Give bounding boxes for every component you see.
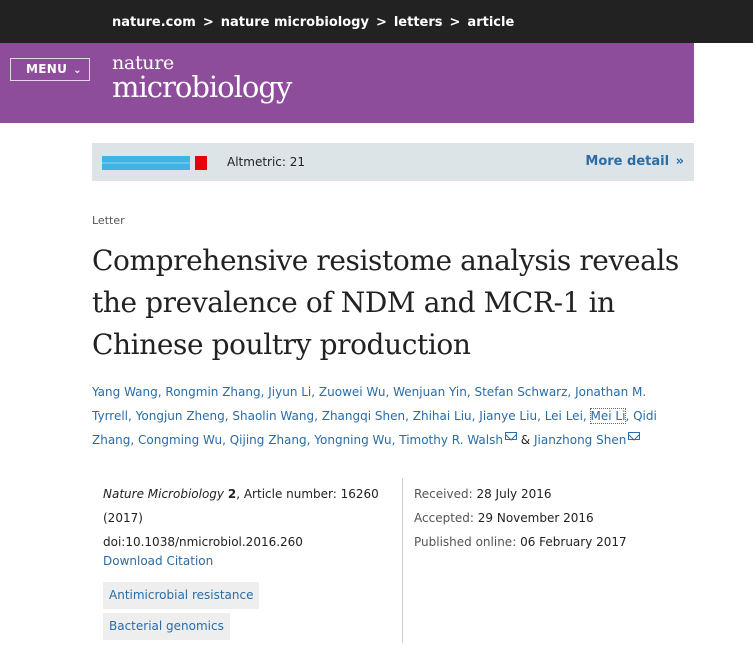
author-link[interactable]: Lei Lei (544, 409, 583, 423)
citation-text (103, 482, 393, 554)
email-icon[interactable] (505, 432, 517, 440)
author-link[interactable]: Shaolin Wang (232, 409, 315, 423)
subject-tag[interactable]: Antimicrobial resistance (103, 582, 259, 609)
breadcrumb (112, 15, 514, 30)
author-link[interactable]: Timothy R. Walsh (399, 433, 503, 447)
chevron-right-icon: > (375, 15, 387, 30)
chevron-down-icon: ⌄ (73, 65, 82, 76)
double-chevron-right-icon: » (675, 154, 684, 169)
email-icon[interactable] (628, 432, 640, 440)
author-link[interactable]: Zhangqi Shen (321, 409, 406, 423)
author-link[interactable]: Qijing Zhang (229, 433, 307, 447)
accepted-date: 29 November 2016 (477, 511, 594, 525)
author-link[interactable]: Wenjuan Yin (393, 385, 467, 399)
author-link[interactable]: Yongjun Zheng (135, 409, 225, 423)
received-row (414, 482, 627, 506)
logo-line-microbiology: microbiology (112, 70, 292, 104)
breadcrumb-letters[interactable]: letters (393, 15, 443, 30)
altmetric-badge-icon[interactable] (102, 156, 190, 170)
author-link[interactable]: Jianye Liu (479, 409, 538, 423)
article-type: Letter (92, 214, 125, 227)
history-panel (414, 482, 627, 554)
author-link[interactable]: Congming Wu (138, 433, 223, 447)
author-list: Yang Wang, Rongmin Zhang, Jiyun Li, Zuowei Wu, Wenjuan Yin, Stefan Schwarz, Jonathan M. Tyrrell, Yongjun Zheng, Shaolin Wang, Zhangqi Shen, Zhihai Liu, Jianye Liu, Lei Lei, Mei Li, Qidi Zhang, Congming Wu, Qijing Zhang, Yongning Wu, Timothy R. Walsh & Jianzhong Shen (92, 385, 657, 447)
breadcrumb-article[interactable]: article (467, 15, 515, 30)
chevron-right-icon: > (202, 15, 214, 30)
author-link[interactable]: Zuowei Wu (318, 385, 386, 399)
accepted-label: Accepted: (414, 511, 474, 525)
citation-panel (92, 478, 403, 643)
download-citation-link[interactable]: Download Citation (103, 554, 214, 568)
breadcrumb-nature-microbiology[interactable]: nature microbiology (220, 15, 369, 30)
breadcrumb-nature-com[interactable]: nature.com (112, 15, 196, 30)
received-date: 28 July 2016 (476, 487, 552, 501)
article-title: Comprehensive resistome analysis reveals the prevalence of NDM and MCR-1 in Chinese poultry production (92, 244, 679, 361)
journal-logo[interactable] (112, 52, 292, 104)
published-label: Published online: (414, 535, 517, 549)
altmetric-bar (92, 143, 694, 181)
altmetric-score: Altmetric: 21 (227, 155, 306, 169)
more-detail-link[interactable] (585, 154, 684, 169)
journal-header (0, 43, 694, 123)
menu-label: MENU (26, 62, 68, 76)
journal-volume: 2 (227, 487, 237, 501)
author-link[interactable]: Stefan Schwarz (474, 385, 568, 399)
published-row (414, 530, 627, 554)
author-link[interactable]: Yongning Wu (314, 433, 392, 447)
citation-details: , Article number: 16260 (2017) (103, 487, 379, 525)
author-link-focused[interactable]: Mei Li (590, 409, 626, 423)
logo-line-nature: nature (112, 52, 174, 74)
author-link[interactable]: Rongmin Zhang (165, 385, 261, 399)
doi: doi:10.1038/nmicrobiol.2016.260 (103, 535, 303, 549)
more-detail-label: More detail (585, 154, 670, 169)
author-link[interactable]: Zhihai Liu (412, 409, 472, 423)
author-link[interactable]: Qidi Zhang (92, 409, 657, 447)
published-date: 06 February 2017 (520, 535, 627, 549)
author-link[interactable]: Yang Wang (92, 385, 158, 399)
journal-name: Nature Microbiology (103, 487, 225, 501)
ampersand: & (520, 433, 531, 447)
subject-tag[interactable]: Bacterial genomics (103, 613, 230, 640)
author-link[interactable]: Jiyun Li (268, 385, 312, 399)
chevron-right-icon: > (449, 15, 461, 30)
received-label: Received: (414, 487, 473, 501)
menu-button[interactable] (10, 58, 90, 81)
top-bar (0, 0, 753, 43)
author-link[interactable]: Jonathan M. Tyrrell (92, 385, 647, 423)
author-link[interactable]: Jianzhong Shen (533, 433, 627, 447)
accepted-row (414, 506, 627, 530)
altmetric-badge-red-icon[interactable] (195, 156, 207, 170)
